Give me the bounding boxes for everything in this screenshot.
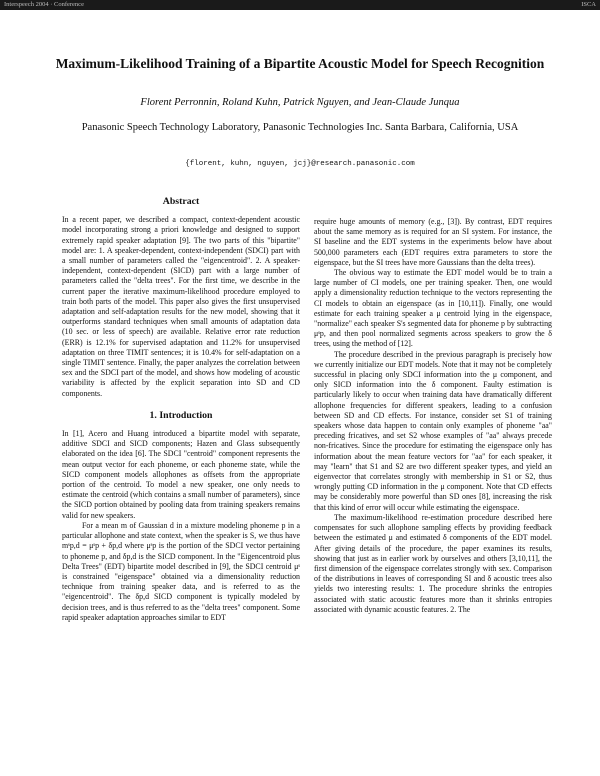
right-paragraph-1: require huge amounts of memory (e.g., [3]). By contrast, EDT requires about the same memory as is required for an SI system. For instance, the SI baseline and the EDT systems in the experiments below have about 500,000 parameters each (EDT requires extra parameters to store the eigenspace, but the SI trees have more Gaussians than the delta trees). [314, 217, 552, 267]
right-column [314, 217, 552, 615]
header-right-text: ISCA [581, 1, 596, 8]
page-header-strip [0, 0, 600, 10]
paper-email: {florent, kuhn, nguyen, jcj}@research.panasonic.com [185, 160, 415, 168]
paper-affiliation: Panasonic Speech Technology Laboratory, Panasonic Technologies Inc. Santa Barbara, California, USA [81, 122, 519, 133]
intro-paragraph-2: For a mean m of Gaussian d in a mixture modeling phoneme p in a particular allophone and state context, when the speaker is S, we thus have mˢp,d = μˢp + δp,d where μˢp is the portion of the SDCI vector pertaining to phoneme p, and δp,d is the SICD component. In the "Eigencentroid plus Delta Trees" (EDT) bipartite model described in [9], the SDCI centroid μˢ is constrained "eigenspace" obtained via a dimensionality reduction technique from training speaker data, and is referred to as the "eigencentroid". The δp,d SICD component is typically modeled by decision trees, and is thus referred to as the "delta trees" component. Some rapid speaker adaptation approaches similar to EDT [62, 520, 300, 622]
paper-title: Maximum-Likelihood Training of a Bipartite Acoustic Model for Speech Recognition [55, 56, 545, 71]
left-column [62, 193, 300, 623]
intro-paragraph-1: In [1], Acero and Huang introduced a bipartite model with separate, additive SDCI and SICD components; Hazen and Glass subsequently elaborated on the idea [6]. The SDCI "centroid" component represents the mean output vector for each phoneme, or each phoneme state, while the SICD component models allophones as offsets from the appropriate portion of the centroid. To model a new speaker, one only needs to estimate the centroid (which contains a small number of parameters), since the SICD portion obtained by pooling data from training speakers remains valid for new speakers. [62, 429, 300, 520]
header-left-text: Interspeech 2004 · Conference [4, 1, 84, 8]
abstract-text: In a recent paper, we described a compact, context-dependent acoustic model incorporating strong a priori knowledge and designed to support extremely rapid speaker adaptation [9]. The two parts of this "bipartite" model are: 1. A speaker-dependent, context-independent (SDCI) part with a small number of parameters called the "eigencentroid". 2. A speaker-independent, context-dependent (SICD) part with a large number of parameters called the "delta trees". For the first time, we describe in the current paper the iterative maximum-likelihood procedure employed to train both parts of the model. This paper also gives the first unsupervised adaptation and self-adaptation results for the new model, showing that it outperforms standard techniques when small amounts of adaptation data (10 sec. or less of speech) are available. Relative error rate reduction (ERR) is 12.1% for supervised adaptation and 11.2% for unsupervised adaptation on three TIMIT sentences; it is 10.4% for self-adaptation on a single TIMIT sentence. Finally, the paper analyzes the correlation between sex and the SDCI part of the model, and shows how modeling of acoustic variability is affected by the explicit separation into SD and CD components. [62, 215, 300, 398]
right-paragraph-2: The obvious way to estimate the EDT model would be to train a large number of CI models, one per training speaker. Then, one would apply a dimensionality reduction technique to the vectors representing the CI models to obtain an eigenspace (as in [10,11]). Finally, one would estimate for each training speaker a μ centroid lying in the eigenspace, "normalize" each speaker S's segmented data for phoneme p by subtracting μˢp, and then pool normalized segments across speakers to grow the δ trees, using the method of [12]. [314, 268, 552, 349]
right-paragraph-3: The procedure described in the previous paragraph is precisely how we currently initialize our EDT models. Note that it may not be completely successful in placing only SDCI information into the μ component, and only SICD information into the δ component. Faulty estimation is particularly likely to occur when training data have dramatically different allophone frequencies for different speakers, leading to a confusion between SD and CD effects. For instance, consider set S1 of training speakers whose data happen to contain only examples of phoneme "aa" preceding fricatives, and set S2 whose examples of "aa" always precede non-fricatives. Since the procedure for estimating the eigenspace only has information about the mean feature vectors for "aa" for each speaker, it may "learn" that S1 and S2 are two different speaker types, and yield an eigenvector that correlates strongly with membership in S1 or S2, thus wrongly putting CD information in the μ component. Note that CD effects may be considerably more powerful than SD ones [8], increasing the risk that this kind of error will occur while estimating the eigenspace. [314, 349, 552, 512]
introduction-heading: 1. Introduction [149, 409, 213, 421]
paper-authors: Florent Perronnin, Roland Kuhn, Patrick Nguyen, and Jean-Claude Junqua [140, 97, 460, 108]
abstract-heading: Abstract [162, 196, 200, 207]
right-paragraph-4: The maximum-likelihood re-estimation procedure described here compensates for such allophone sampling effects by providing feedback between the estimated μ and estimated δ components of the EDT model. After giving details of the procedure, the paper examines its results, showing that just as in earlier work by ourselves and others [3,10,11], the first dimension of the eigenspace correlates strongly with sex. Comparison of the distributions in leaves of corresponding SI and δ acoustic trees also yields two interesting results: 1. The procedure shrinks the entropies associated with static acoustic features more than it shrinks entropies associated with dynamic acoustic features. 2. The [314, 512, 552, 614]
